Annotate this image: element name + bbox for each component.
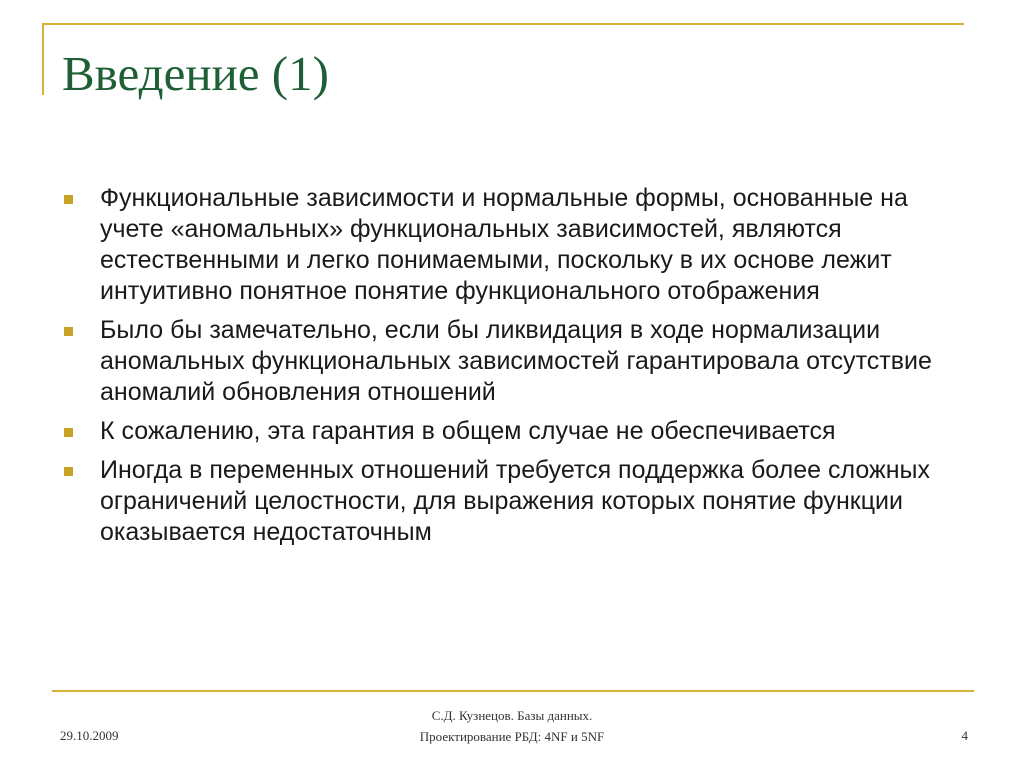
bullet-text: Функциональные зависимости и нормальные формы, основанные на учете «аномальных» функциональных зависимостей, являются естественными и легко понимаемыми, поскольку в их основе лежит интуитивно понятное понятие функционального отображения xyxy=(100,184,908,305)
square-bullet-icon xyxy=(64,195,73,204)
footer-date: 29.10.2009 xyxy=(60,728,119,743)
frame-top-line xyxy=(42,23,964,25)
frame-left-line xyxy=(42,23,44,95)
bullet-item xyxy=(64,183,964,307)
slide-title: Введение (1) xyxy=(62,46,329,101)
bullet-item xyxy=(64,455,964,548)
bullet-list xyxy=(64,183,964,556)
footer-topic-line: Проектирование РБД: 4NF и 5NF xyxy=(419,729,605,744)
footer-caption xyxy=(312,705,712,747)
square-bullet-icon xyxy=(64,428,73,437)
bullet-item xyxy=(64,315,964,408)
square-bullet-icon xyxy=(64,467,73,476)
bullet-item xyxy=(64,416,964,447)
page-number: 4 xyxy=(961,728,968,743)
bullet-text: К сожалению, эта гарантия в общем случае не обеспечивается xyxy=(100,417,836,445)
square-bullet-icon xyxy=(64,327,73,336)
footer-divider-line xyxy=(52,690,974,692)
bullet-text: Было бы замечательно, если бы ликвидация в ходе нормализации аномальных функциональных зависимостей гарантировала отсутствие аномалий обновления отношений xyxy=(100,316,932,406)
bullet-text: Иногда в переменных отношений требуется поддержка более сложных ограничений целостности, для выражения которых понятие функции оказывается недостаточным xyxy=(100,456,930,546)
footer-author-line: С.Д. Кузнецов. Базы данных. xyxy=(431,708,593,723)
